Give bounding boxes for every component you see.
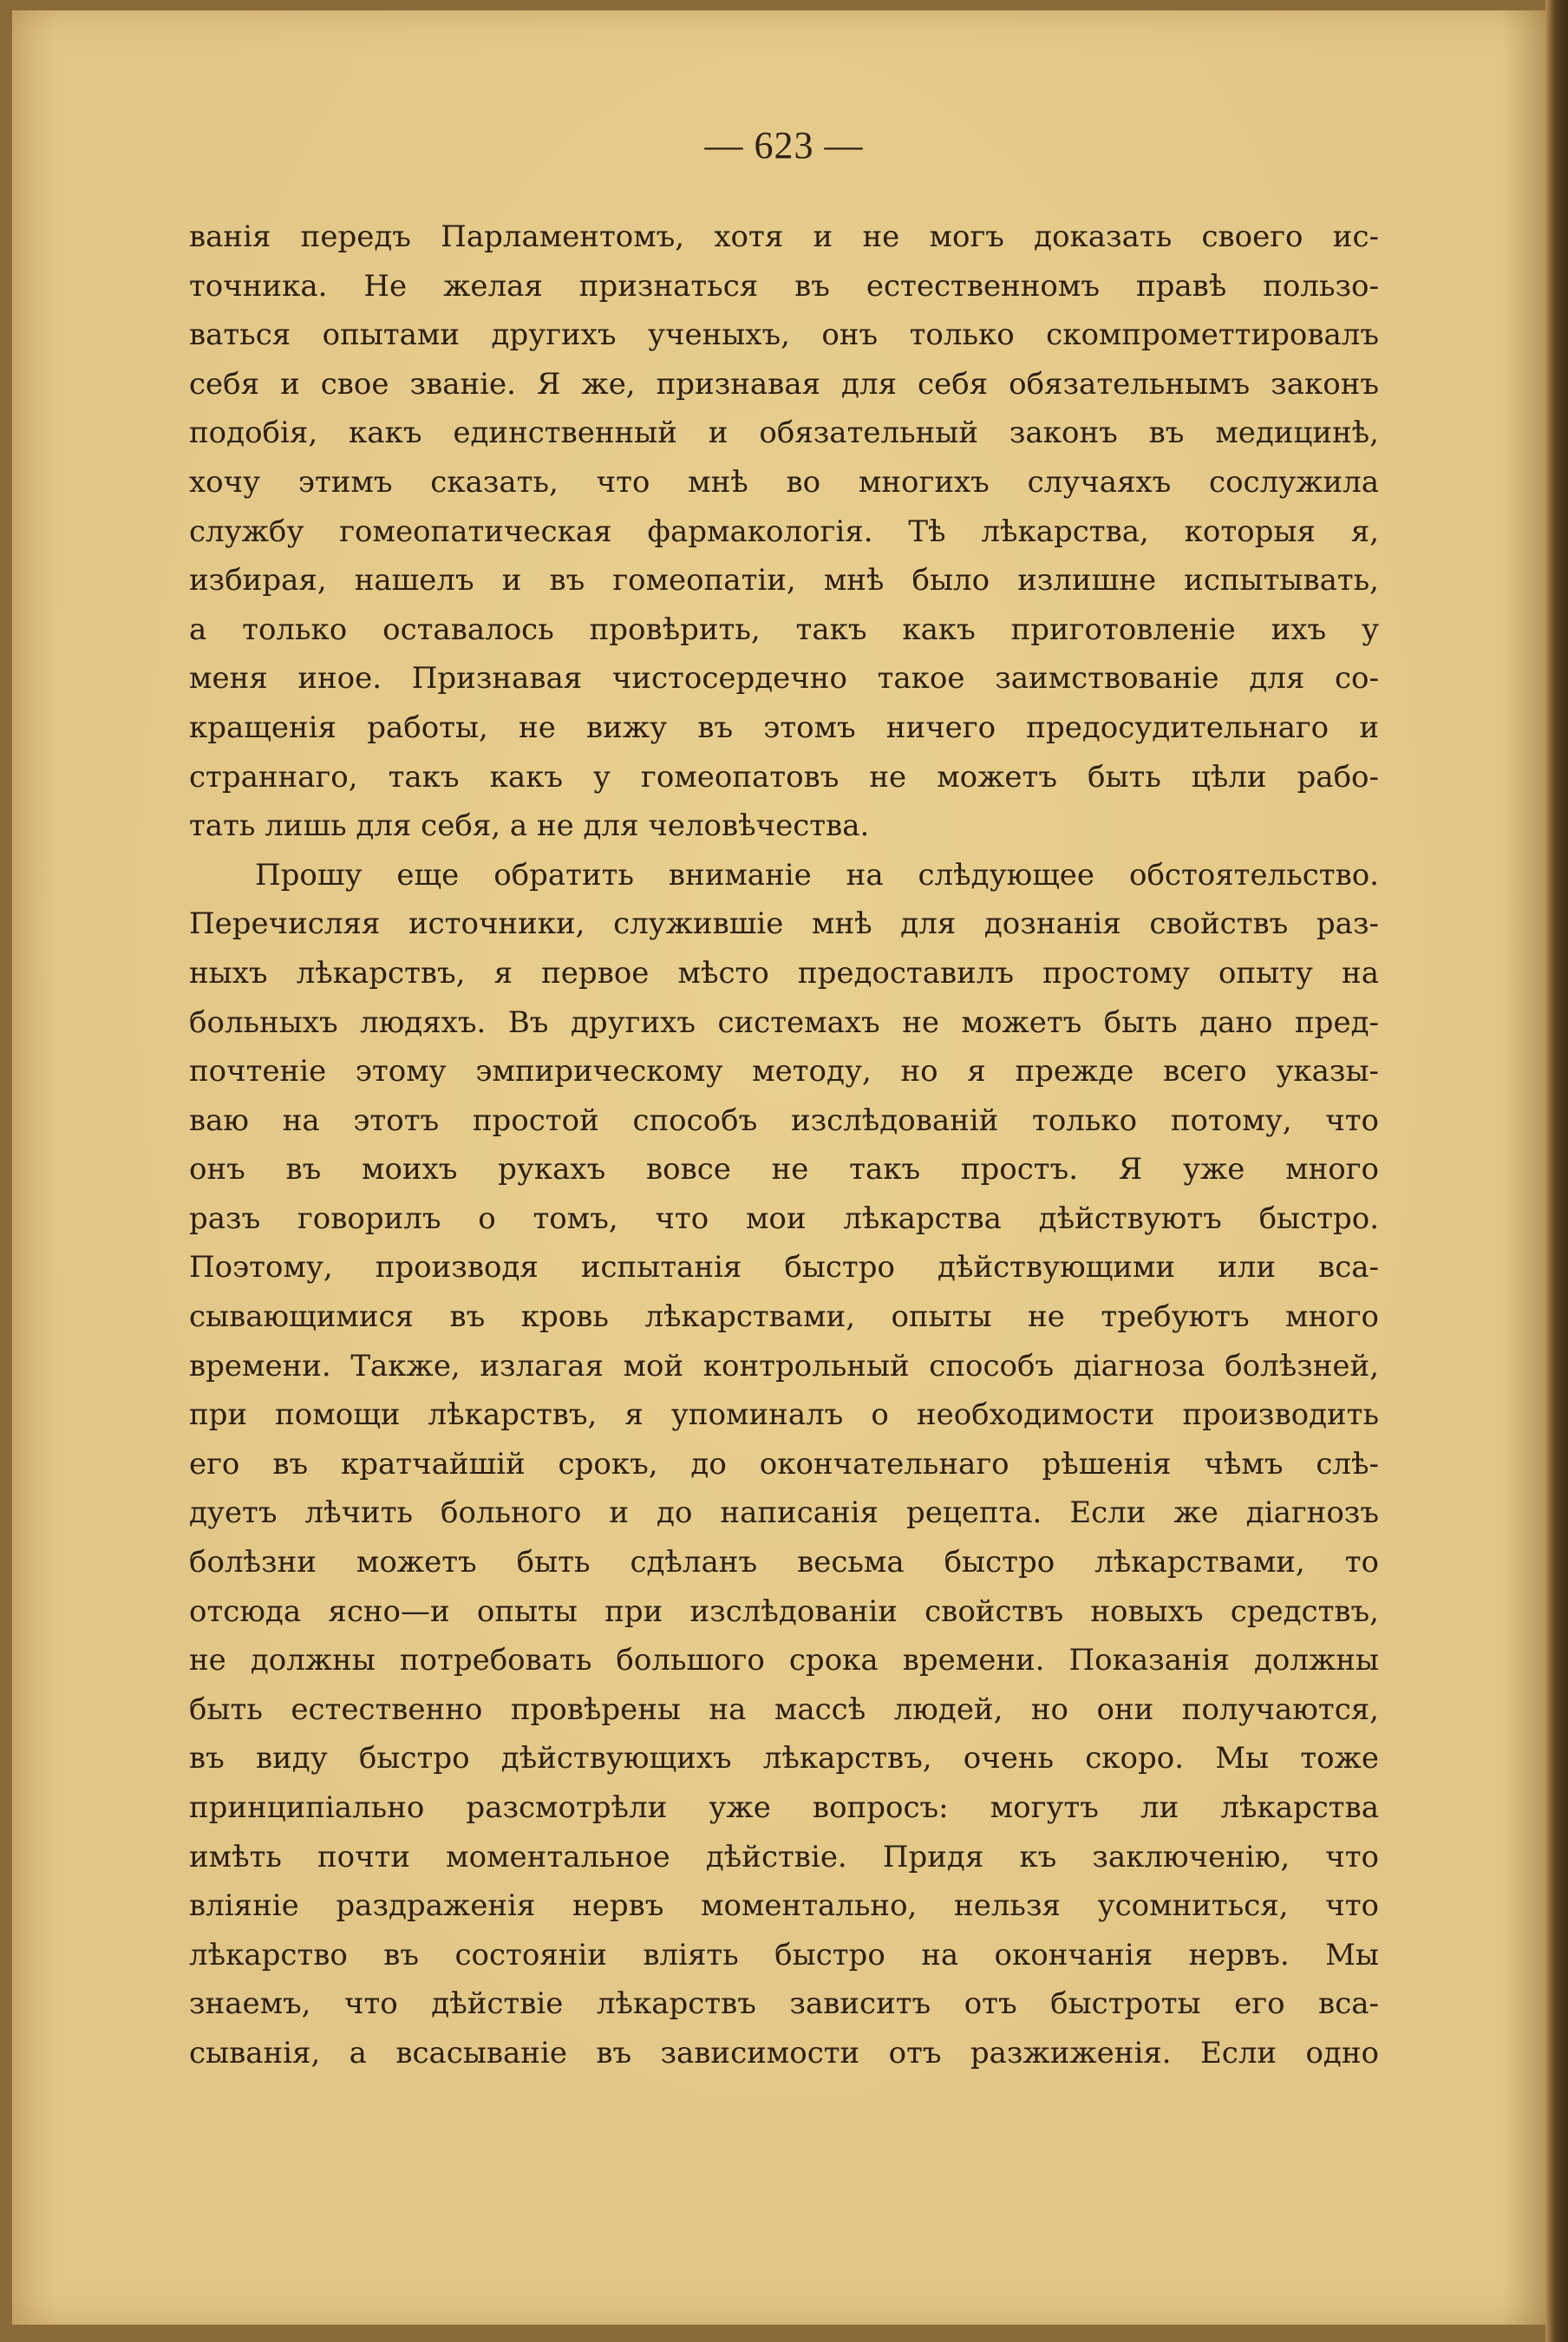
paragraph-first-line: Прошу еще обратить вниманіе на слѣдующее обстоятельство.: [255, 857, 1379, 893]
text-line: почтеніе этому эмпирическому методу, но я прежде всего указы-: [189, 1054, 1379, 1089]
text-line: Поэтому, производя испытанія быстро дѣйствующими или вса-: [189, 1250, 1379, 1285]
text-line: времени. Также, излагая мой контрольный способъ діагноза болѣзней,: [189, 1348, 1379, 1384]
text-line: подобія, какъ единственный и обязательный законъ въ медицинѣ,: [189, 415, 1379, 451]
text-line: меня иное. Признавая чистосердечно такое заимствованіе для со-: [189, 661, 1379, 697]
text-line: знаемъ, что дѣйствіе лѣкарствъ зависитъ отъ быстроты его вса-: [189, 1986, 1379, 2022]
text-line: кращенія работы, не вижу въ этомъ ничего предосудительнаго и: [189, 710, 1379, 745]
text-line: отсюда ясно—и опыты при изслѣдованіи свойствъ новыхъ средствъ,: [189, 1593, 1379, 1629]
text-line: Перечисляя источники, служившіе мнѣ для дознанія свойствъ раз-: [189, 906, 1379, 942]
text-line: ваться опытами другихъ ученыхъ, онъ только скомпрометтировалъ: [189, 317, 1379, 353]
text-line: онъ въ моихъ рукахъ вовсе не такъ простъ. Я уже много: [189, 1152, 1379, 1187]
text-line: хочу этимъ сказать, что мнѣ во многихъ случаяхъ сослужила: [189, 464, 1379, 500]
text-line: ванія передъ Парламентомъ, хотя и не могъ доказать своего ис-: [189, 219, 1379, 254]
text-line: ныхъ лѣкарствъ, я первое мѣсто предоставилъ простому опыту на: [189, 955, 1379, 991]
text-line: въ виду быстро дѣйствующихъ лѣкарствъ, очень скоро. Мы тоже: [189, 1741, 1379, 1776]
text-line: принципіально разсмотрѣли уже вопросъ: могутъ ли лѣкарства: [189, 1790, 1379, 1825]
text-line: быть естественно провѣрены на массѣ людей, но они получаются,: [189, 1691, 1379, 1727]
text-line: службу гомеопатическая фармакологія. Тѣ лѣкарства, которыя я,: [189, 514, 1379, 549]
text-line: вліяніе раздраженія нервъ моментально, нельзя усомниться, что: [189, 1888, 1379, 1924]
text-line: сыванія, а всасываніе въ зависимости отъ разжиженія. Если одно: [189, 2035, 1379, 2071]
page-number: — 623 —: [704, 124, 864, 167]
text-line: не должны потребовать большого срока времени. Показанія должны: [189, 1643, 1379, 1678]
text-line: страннаго, такъ какъ у гомеопатовъ не можетъ быть цѣли рабо-: [189, 759, 1379, 795]
page-binding-edge: [1545, 0, 1568, 2342]
text-line: сывающимися въ кровь лѣкарствами, опыты не требуютъ много: [189, 1299, 1379, 1335]
text-line: имѣть почти моментальное дѣйствіе. Придя къ заключенію, что: [189, 1839, 1379, 1874]
paragraph-end-line: тать лишь для себя, а не для человѣчества.: [189, 808, 870, 844]
text-line: лѣкарство въ состояніи вліять быстро на окончанія нервъ. Мы: [189, 1937, 1379, 1972]
text-line: а только оставалось провѣрить, такъ какъ приготовленіе ихъ у: [189, 612, 1379, 647]
text-line: его въ кратчайшій срокъ, до окончательнаго рѣшенія чѣмъ слѣ-: [189, 1446, 1379, 1482]
text-line: дуетъ лѣчить больного и до написанія рецепта. Если же діагнозъ: [189, 1495, 1379, 1531]
body-text: [189, 213, 1379, 2078]
text-line: ваю на этотъ простой способъ изслѣдованій только потому, что: [189, 1102, 1379, 1138]
text-line: при помощи лѣкарствъ, я упоминалъ о необходимости производить: [189, 1397, 1379, 1433]
text-line: себя и свое званіе. Я же, признавая для себя обязательнымъ законъ: [189, 366, 1379, 402]
text-line: избирая, нашелъ и въ гомеопатіи, мнѣ было излишне испытывать,: [189, 563, 1379, 599]
text-line: болѣзни можетъ быть сдѣланъ весьма быстро лѣкарствами, то: [189, 1545, 1379, 1580]
text-line: больныхъ людяхъ. Въ другихъ системахъ не можетъ быть дано пред-: [189, 1004, 1379, 1040]
text-line: разъ говорилъ о томъ, что мои лѣкарства дѣйствуютъ быстро.: [189, 1200, 1379, 1236]
text-line: точника. Не желая признаться въ естественномъ правѣ пользо-: [189, 268, 1379, 304]
